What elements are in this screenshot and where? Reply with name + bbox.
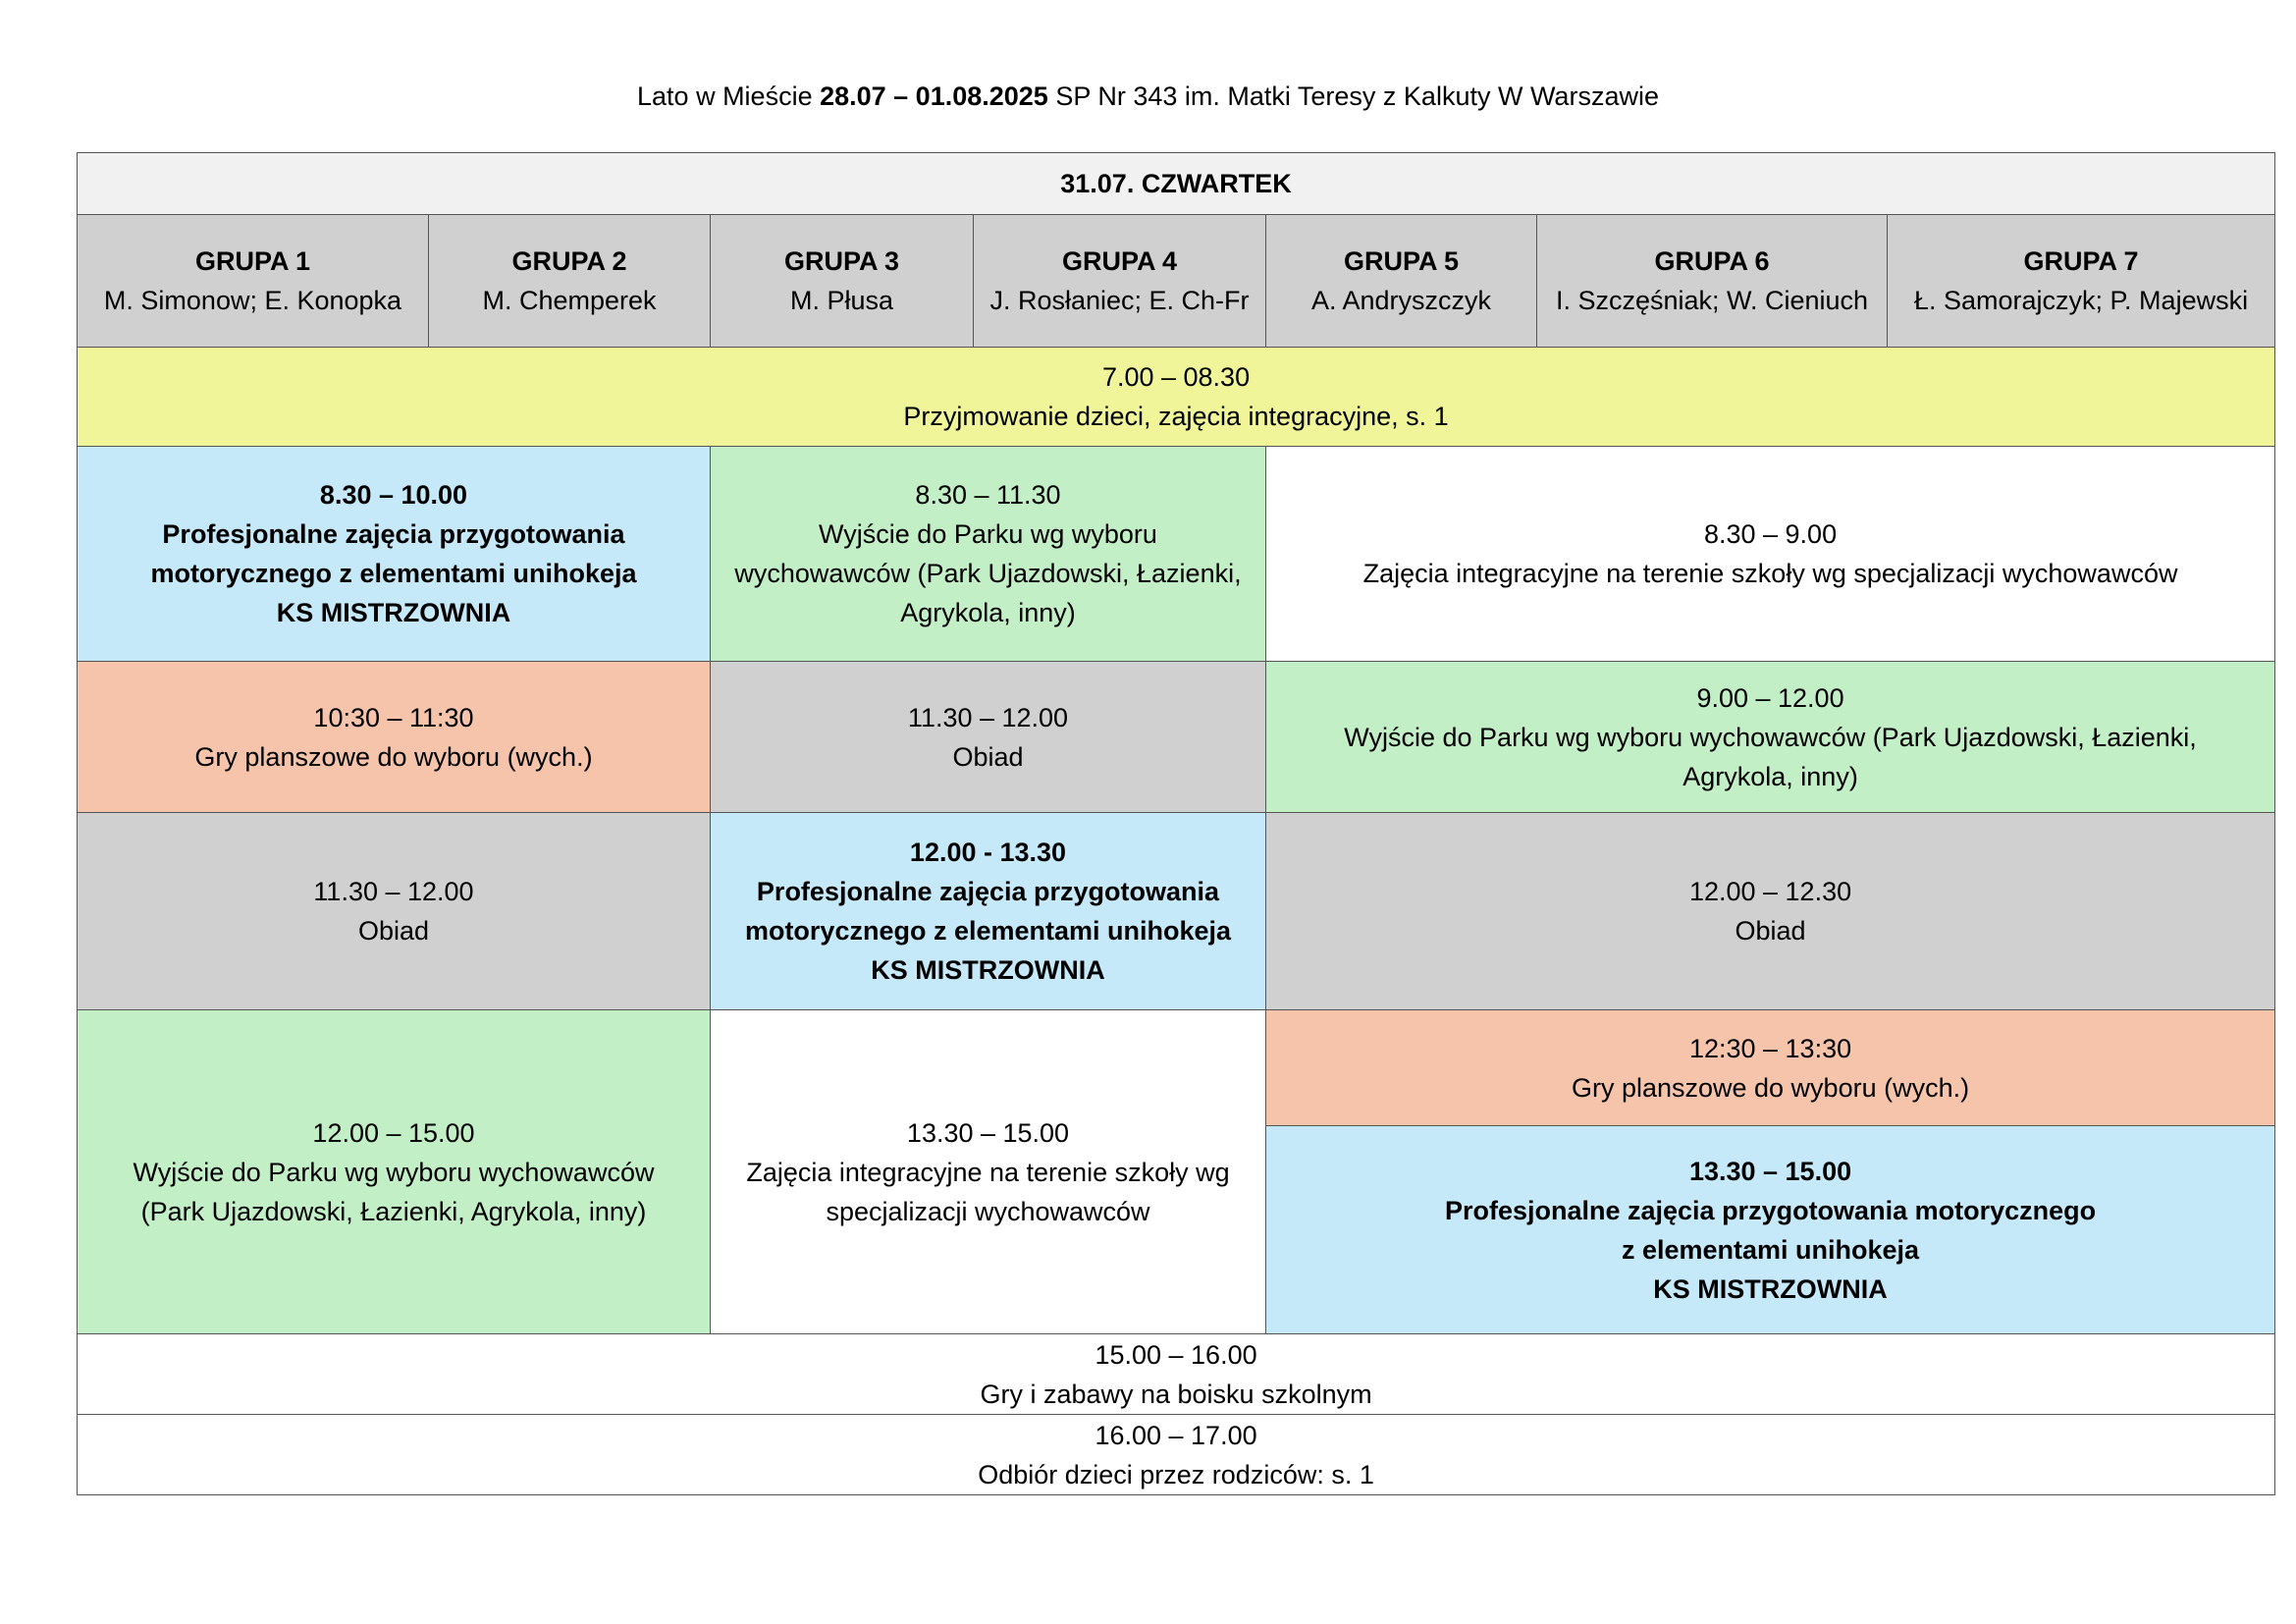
block-line: Wyjście do Parku wg wyboru wychowawców (Park Ujazdowski, Łazienki, bbox=[1344, 722, 2197, 752]
block-time: 8.30 – 10.00 bbox=[319, 480, 468, 510]
block-line: KS MISTRZOWNIA bbox=[276, 598, 511, 627]
pickup-block bbox=[78, 1415, 2275, 1495]
block-time: 12.00 – 15.00 bbox=[312, 1117, 475, 1148]
block-text: Gry i zabawy na boisku szkolnym bbox=[980, 1379, 1372, 1409]
block-time: 12:30 – 13:30 bbox=[1688, 1033, 1852, 1063]
g567-integration-block bbox=[1266, 447, 2275, 662]
block-line: Profesjonalne zajęcia przygotowania bbox=[162, 519, 625, 549]
g34-integration-block bbox=[711, 1010, 1266, 1334]
slot-row-1 bbox=[78, 447, 2275, 662]
g12-park-block bbox=[78, 1010, 711, 1334]
title-prefix: Lato w Mieście bbox=[637, 81, 821, 111]
group-3-cell bbox=[711, 215, 974, 348]
block-time: 11.30 – 12.00 bbox=[313, 877, 474, 906]
afternoon-row bbox=[78, 1334, 2275, 1415]
block-text: Obiad bbox=[1735, 916, 1806, 946]
title-suffix: SP Nr 343 im. Matki Teresy z Kalkuty W Warszawie bbox=[1047, 81, 1659, 111]
group-name: GRUPA 7 bbox=[2023, 246, 2139, 276]
day-title: 31.07. CZWARTEK bbox=[78, 153, 2275, 215]
block-text: Przyjmowanie dzieci, zajęcia integracyjne, s. 1 bbox=[903, 402, 1449, 431]
g34-park-block bbox=[711, 447, 1266, 662]
block-time: 7.00 – 08.30 bbox=[1101, 362, 1251, 392]
block-time: 15.00 – 16.00 bbox=[1095, 1339, 1257, 1370]
block-line: specjalizacji wychowawców bbox=[826, 1196, 1150, 1226]
morning-row bbox=[78, 348, 2275, 447]
group-tutors: Ł. Samorajczyk; P. Majewski bbox=[1913, 286, 2249, 315]
group-name: GRUPA 6 bbox=[1654, 246, 1770, 276]
block-time: 13.30 – 15.00 bbox=[906, 1117, 1070, 1148]
block-text: Zajęcia integracyjne na terenie szkoły wg specjalizacji wychowawców bbox=[1362, 559, 2178, 588]
g567-sport-block bbox=[1266, 1126, 2275, 1334]
block-text: Odbiór dzieci przez rodziców: s. 1 bbox=[978, 1459, 1374, 1489]
group-name: GRUPA 3 bbox=[783, 246, 900, 276]
block-line: motorycznego z elementami unihokeja bbox=[150, 559, 637, 588]
g34-sport-block bbox=[711, 813, 1266, 1010]
day-header-row bbox=[78, 153, 2275, 215]
group-tutors: M. Chemperek bbox=[482, 286, 657, 315]
g567-lunch-block bbox=[1266, 813, 2275, 1010]
slot-row-4 bbox=[78, 1010, 2275, 1126]
block-line: z elementami unihokeja bbox=[1621, 1234, 1920, 1265]
group-4-cell bbox=[974, 215, 1266, 348]
block-line: Agrykola, inny) bbox=[1682, 761, 1858, 791]
block-line: Wyjście do Parku wg wyboru bbox=[819, 519, 1157, 549]
g12-games-block bbox=[78, 662, 711, 813]
pickup-row bbox=[78, 1415, 2275, 1495]
block-time: 10:30 – 11:30 bbox=[313, 702, 474, 732]
block-time: 16.00 – 17.00 bbox=[1095, 1420, 1257, 1450]
block-line: Zajęcia integracyjne na terenie szkoły wg bbox=[746, 1157, 1230, 1187]
slot-row-2 bbox=[78, 662, 2275, 813]
schedule-table bbox=[77, 152, 2275, 1495]
block-line: Wyjście do Parku wg wyboru wychowawców bbox=[133, 1157, 655, 1187]
block-text: Gry planszowe do wyboru (wych.) bbox=[194, 741, 593, 772]
block-line: (Park Ujazdowski, Łazienki, Agrykola, inny) bbox=[140, 1196, 647, 1226]
block-text: Gry planszowe do wyboru (wych.) bbox=[1571, 1072, 1970, 1103]
g567-games-block bbox=[1266, 1010, 2275, 1126]
block-time: 8.30 – 9.00 bbox=[1703, 519, 1838, 549]
group-name: GRUPA 1 bbox=[194, 246, 311, 276]
groups-row bbox=[78, 215, 2275, 348]
block-line: Profesjonalne zajęcia przygotowania motorycznego bbox=[1444, 1195, 2097, 1225]
group-6-cell bbox=[1537, 215, 1888, 348]
afternoon-block bbox=[78, 1334, 2275, 1415]
g34-lunch-block bbox=[711, 662, 1266, 813]
document-title bbox=[0, 77, 2296, 116]
g567-park-block bbox=[1266, 662, 2275, 813]
slot-row-3 bbox=[78, 813, 2275, 1010]
block-line: Agrykola, inny) bbox=[900, 598, 1076, 627]
title-dates: 28.07 – 01.08.2025 bbox=[820, 81, 1048, 111]
block-time: 12.00 - 13.30 bbox=[909, 838, 1067, 867]
block-text: Obiad bbox=[357, 916, 430, 946]
block-time: 9.00 – 12.00 bbox=[1696, 682, 1844, 713]
block-line: motorycznego z elementami unihokeja bbox=[744, 916, 1232, 946]
block-line: KS MISTRZOWNIA bbox=[1653, 1273, 1888, 1304]
group-tutors: I. Szczęśniak; W. Cieniuch bbox=[1555, 286, 1869, 315]
morning-block bbox=[78, 348, 2275, 447]
g12-sport-block bbox=[78, 447, 711, 662]
group-7-cell bbox=[1888, 215, 2275, 348]
group-tutors: M. Płusa bbox=[789, 286, 894, 315]
block-line: wychowawców (Park Ujazdowski, Łazienki, bbox=[734, 559, 1242, 588]
group-tutors: M. Simonow; E. Konopka bbox=[103, 286, 402, 315]
block-time: 11.30 – 12.00 bbox=[907, 702, 1069, 732]
block-line: Profesjonalne zajęcia przygotowania bbox=[756, 877, 1220, 906]
group-name: GRUPA 5 bbox=[1343, 246, 1460, 276]
group-2-cell bbox=[429, 215, 711, 348]
group-1-cell bbox=[78, 215, 429, 348]
group-tutors: A. Andryszczyk bbox=[1310, 286, 1492, 315]
block-time: 12.00 – 12.30 bbox=[1688, 877, 1852, 906]
block-time: 8.30 – 11.30 bbox=[915, 480, 1061, 510]
block-text: Obiad bbox=[952, 741, 1024, 772]
block-line: KS MISTRZOWNIA bbox=[871, 955, 1105, 985]
group-5-cell bbox=[1266, 215, 1537, 348]
group-name: GRUPA 4 bbox=[1061, 246, 1178, 276]
block-time: 13.30 – 15.00 bbox=[1688, 1156, 1852, 1186]
g12-lunch-block bbox=[78, 813, 711, 1010]
group-name: GRUPA 2 bbox=[511, 246, 627, 276]
group-tutors: J. Rosłaniec; E. Ch-Fr bbox=[989, 286, 1250, 315]
